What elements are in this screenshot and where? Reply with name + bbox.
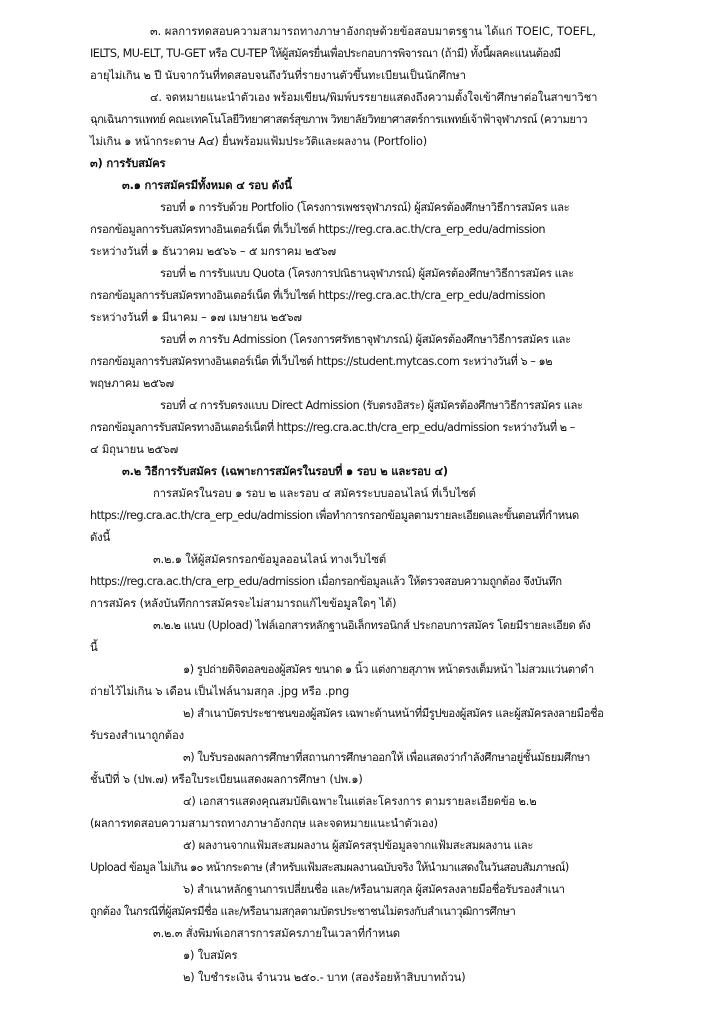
text-line: ๒) สำเนาบัตรประชาชนของผู้สมัคร เฉพาะด้านหน้าที่มีรูปของผู้สมัคร และผู้สมัครลงลายมือชื่อ: [183, 707, 604, 720]
text-line: ๓.๒.๒ แนบ (Upload) ไฟล์เอกสารหลักฐานอิเล็กทรอนิกส์ ประกอบการสมัคร โดยมีรายละเอียด ดัง: [153, 619, 591, 632]
text-line: ๔. จดหมายแนะนำตัวเอง พร้อมเขียน/พิมพ์บรรยายแสดงถึงความตั้งใจเข้าศึกษาต่อในสาขาวิชา: [150, 91, 598, 104]
text-line: ๓. ผลการทดสอบความสามารถทางภาษาอังกฤษด้วยข้อสอบมาตรฐาน ได้แก่ TOEIC, TOEFL,: [150, 25, 596, 38]
text-line: ไม่เกิน ๑ หน้ากระดาษ A๔) ยื่นพร้อมแฟ้มประวัติและผลงาน (Portfolio): [90, 135, 428, 148]
text-line: IELTS, MU-ELT, TU-GET หรือ CU-TEP ให้ผู้สมัครยื่นเพื่อประกอบการพิจารณา (ถ้ามี) ทั้งนี้ผลคะแนนต้องมี: [90, 47, 561, 60]
text-line: ๓.๒.๑ ให้ผู้สมัครกรอกข้อมูลออนไลน์ ทางเว็บไซต์: [153, 553, 387, 566]
text-line: ถูกต้อง ในกรณีที่ผู้สมัครมีชื่อ และ/หรือนามสกุลตามบัตรประชาชนไม่ตรงกับสำเนาวุฒิการศึกษา: [90, 905, 516, 918]
text-line: พฤษภาคม ๒๕๖๗: [90, 377, 174, 390]
text-line: ดังนี้: [90, 531, 111, 544]
text-line: นี้: [90, 641, 98, 654]
text-line: กรอกข้อมูลการรับสมัครทางอินเตอร์เน็ต ที่เว็บไซต์ https://reg.cra.ac.th/cra_erp_edu/admission: [90, 289, 546, 302]
text-line: การสมัครในรอบ ๑ รอบ ๒ และรอบ ๔ สมัครระบบออนไลน์ ที่เว็บไซต์: [153, 487, 476, 500]
section-heading: ๓) การรับสมัคร: [90, 157, 166, 170]
text-line: ๓.๒.๓ สั่งพิมพ์เอกสารการสมัครภายในเวลาที่กำหนด: [153, 927, 400, 940]
text-line: ๔ มิถุนายน ๒๕๖๗: [90, 443, 179, 456]
text-line: ถ่ายไว้ไม่เกิน ๖ เดือน เป็นไฟล์นามสกุล .jpg หรือ .png: [90, 685, 350, 698]
text-line: รอบที่ ๑ การรับด้วย Portfolio (โครงการเพชรจุฬาภรณ์) ผู้สมัครต้องศึกษาวิธีการสมัคร และ: [160, 201, 570, 214]
text-line: กรอกข้อมูลการรับสมัครทางอินเตอร์เน็ต ที่เว็บไซต์ https://student.mytcas.com ระหว่างวันที่ ๖ – ๑๒: [90, 355, 553, 368]
text-line: ระหว่างวันที่ ๑ มีนาคม – ๑๗ เมษายน ๒๕๖๗: [90, 311, 302, 324]
subsection-heading: ๓.๒ วิธีการรับสมัคร (เฉพาะการสมัครในรอบที่ ๑ รอบ ๒ และรอบ ๔): [122, 465, 448, 478]
text-line: ๕) ผลงานจากแฟ้มสะสมผลงาน ผู้สมัครสรุปข้อมูลจากแฟ้มสะสมผลงาน และ: [183, 839, 534, 852]
text-line: (ผลการทดสอบความสามารถทางภาษาอังกฤษ และจดหมายแนะนำตัวเอง): [90, 817, 438, 830]
text-line: Upload ข้อมูล ไม่เกิน ๑๐ หน้ากระดาษ (สำหรับแฟ้มสะสมผลงานฉบับจริง ให้นำมาแสดงในวันสอบสัมภาษณ์): [90, 861, 569, 874]
text-line: กรอกข้อมูลการรับสมัครทางอินเตอร์เน็ต ที่เว็บไซต์ https://reg.cra.ac.th/cra_erp_edu/admission: [90, 223, 546, 236]
text-line: ๔) เอกสารแสดงคุณสมบัติเฉพาะในแต่ละโครงการ ตามรายละเอียดข้อ ๒.๒: [183, 795, 537, 808]
text-line: https://reg.cra.ac.th/cra_erp_edu/admission เพื่อทำการกรอกข้อมูลตามรายละเอียดและขั้นตอนที่กำหนด: [90, 509, 579, 522]
text-line: ระหว่างวันที่ ๑ ธันวาคม ๒๕๖๖ – ๕ มกราคม ๒๕๖๗: [90, 245, 336, 258]
text-line: ๒) ใบชำระเงิน จำนวน ๒๕๐.- บาท (สองร้อยห้าสิบบาทถ้วน): [183, 971, 466, 984]
text-line: https://reg.cra.ac.th/cra_erp_edu/admission เมื่อกรอกข้อมูลแล้ว ให้ตรวจสอบความถูกต้อง จึงบันทึก: [90, 575, 562, 588]
text-line: ๓) ใบรับรองผลการศึกษาที่สถานการศึกษาออกให้ เพื่อแสดงว่ากำลังศึกษาอยู่ชั้นมัธยมศึกษา: [183, 751, 590, 764]
text-line: รับรองสำเนาถูกต้อง: [90, 729, 184, 742]
text-line: รอบที่ ๒ การรับแบบ Quota (โครงการปณิธานจุฬาภรณ์) ผู้สมัครต้องศึกษาวิธีการสมัคร และ: [160, 267, 574, 280]
text-line: ฉุกเฉินการแพทย์ คณะเทคโนโลยีวิทยาศาสตร์สุขภาพ วิทยาลัยวิทยาศาสตร์การแพทย์เจ้าฟ้าจุฬาภรณ์ (ความยาว: [90, 113, 588, 126]
text-line: อายุไม่เกิน ๒ ปี นับจากวันที่ทดสอบจนถึงวันที่รายงานตัวขึ้นทะเบียนเป็นนักศึกษา: [90, 69, 466, 82]
text-line: ๑) รูปถ่ายดิจิตอลของผู้สมัคร ขนาด ๑ นิ้ว แต่งกายสุภาพ หน้าตรงเต็มหน้า ไม่สวมแว่นตาดำ: [183, 663, 594, 676]
text-line: การสมัคร (หลังบันทึกการสมัครจะไม่สามารถแก้ไขข้อมูลใดๆ ได้): [90, 597, 397, 610]
text-line: ๖) สำเนาหลักฐานการเปลี่ยนชื่อ และ/หรือนามสกุล ผู้สมัครลงลายมือชื่อรับรองสำเนา: [183, 883, 565, 896]
text-line: ชั้นปีที่ ๖ (ปพ.๗) หรือใบระเบียนแสดงผลการศึกษา (ปพ.๑): [90, 773, 363, 786]
text-line: ๑) ใบสมัคร: [183, 949, 238, 962]
text-line: กรอกข้อมูลการรับสมัครทางอินเตอร์เน็ตที่ https://reg.cra.ac.th/cra_erp_edu/admission ระหว่างวันที่ ๒ –: [90, 421, 575, 434]
subsection-heading: ๓.๑ การสมัครมีทั้งหมด ๔ รอบ ดังนี้: [122, 179, 292, 192]
text-line: รอบที่ ๔ การรับตรงแบบ Direct Admission (รับตรงอิสระ) ผู้สมัครต้องศึกษาวิธีการสมัคร และ: [160, 399, 583, 412]
text-line: รอบที่ ๓ การรับ Admission (โครงการศรัทธาจุฬาภรณ์) ผู้สมัครต้องศึกษาวิธีการสมัคร และ: [160, 333, 571, 346]
